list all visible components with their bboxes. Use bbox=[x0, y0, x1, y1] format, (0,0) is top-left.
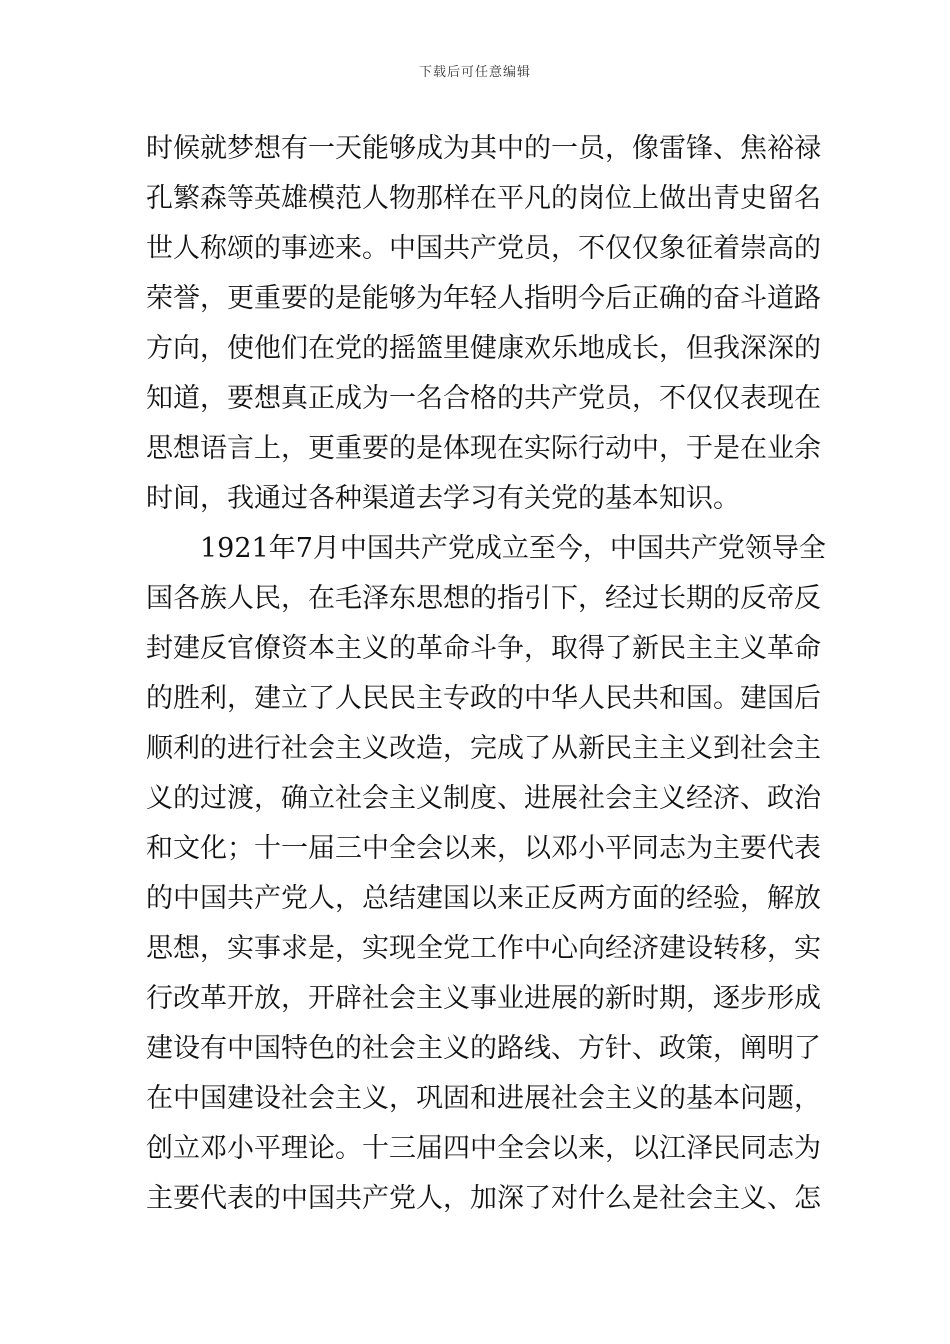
text-line: 在中国建设社会主义，巩固和进展社会主义的基本问题， bbox=[146, 1083, 821, 1114]
text-line: 思想语言上，更重要的是体现在实际行动中，于是在业余 bbox=[146, 433, 821, 464]
page-header: 下载后可任意编辑 bbox=[418, 65, 531, 80]
text-line: 思想，实事求是，实现全党工作中心向经济建设转移，实 bbox=[146, 933, 821, 964]
text-line: 封建反官僚资本主义的革命斗争，取得了新民主主义革命 bbox=[146, 633, 821, 664]
text-line: 创立邓小平理论。十三届四中全会以来，以江泽民同志为 bbox=[146, 1133, 821, 1164]
text-line: 义的过渡，确立社会主义制度、进展社会主义经济、政治 bbox=[146, 783, 821, 814]
text-line: 知道，要想真正成为一名合格的共产党员，不仅仅表现在 bbox=[146, 383, 821, 414]
text-line: 孔繁森等英雄模范人物那样在平凡的岗位上做出青史留名 bbox=[146, 183, 821, 214]
text-line: 时候就梦想有一天能够成为其中的一员，像雷锋、焦裕禄 bbox=[146, 133, 821, 164]
text-line: 时间，我通过各种渠道去学习有关党的基本知识。 bbox=[146, 483, 740, 514]
text-line: 建设有中国特色的社会主义的路线、方针、政策，阐明了 bbox=[146, 1033, 821, 1064]
text-line: 的中国共产党人，总结建国以来正反两方面的经验，解放 bbox=[146, 883, 821, 914]
text-line: 顺利的进行社会主义改造，完成了从新民主主义到社会主 bbox=[146, 733, 821, 764]
text-line: 主要代表的中国共产党人，加深了对什么是社会主义、怎 bbox=[146, 1183, 821, 1214]
text-line: 的胜利，建立了人民民主专政的中华人民共和国。建国后 bbox=[146, 683, 821, 714]
paragraph-first-line: 1921年7月中国共产党成立至今，中国共产党领导全 bbox=[200, 533, 826, 564]
text-line: 行改革开放，开辟社会主义事业进展的新时期，逐步形成 bbox=[146, 983, 821, 1014]
text-line: 荣誉，更重要的是能够为年轻人指明今后正确的奋斗道路 bbox=[146, 283, 821, 314]
text-line: 方向，使他们在党的摇篮里健康欢乐地成长，但我深深的 bbox=[146, 333, 821, 364]
text-line: 世人称颂的事迹来。中国共产党员，不仅仅象征着崇高的 bbox=[146, 233, 821, 264]
text-line: 和文化；十一届三中全会以来，以邓小平同志为主要代表 bbox=[146, 833, 821, 864]
text-line: 国各族人民，在毛泽东思想的指引下，经过长期的反帝反 bbox=[146, 583, 821, 614]
body-text bbox=[146, 124, 826, 1224]
